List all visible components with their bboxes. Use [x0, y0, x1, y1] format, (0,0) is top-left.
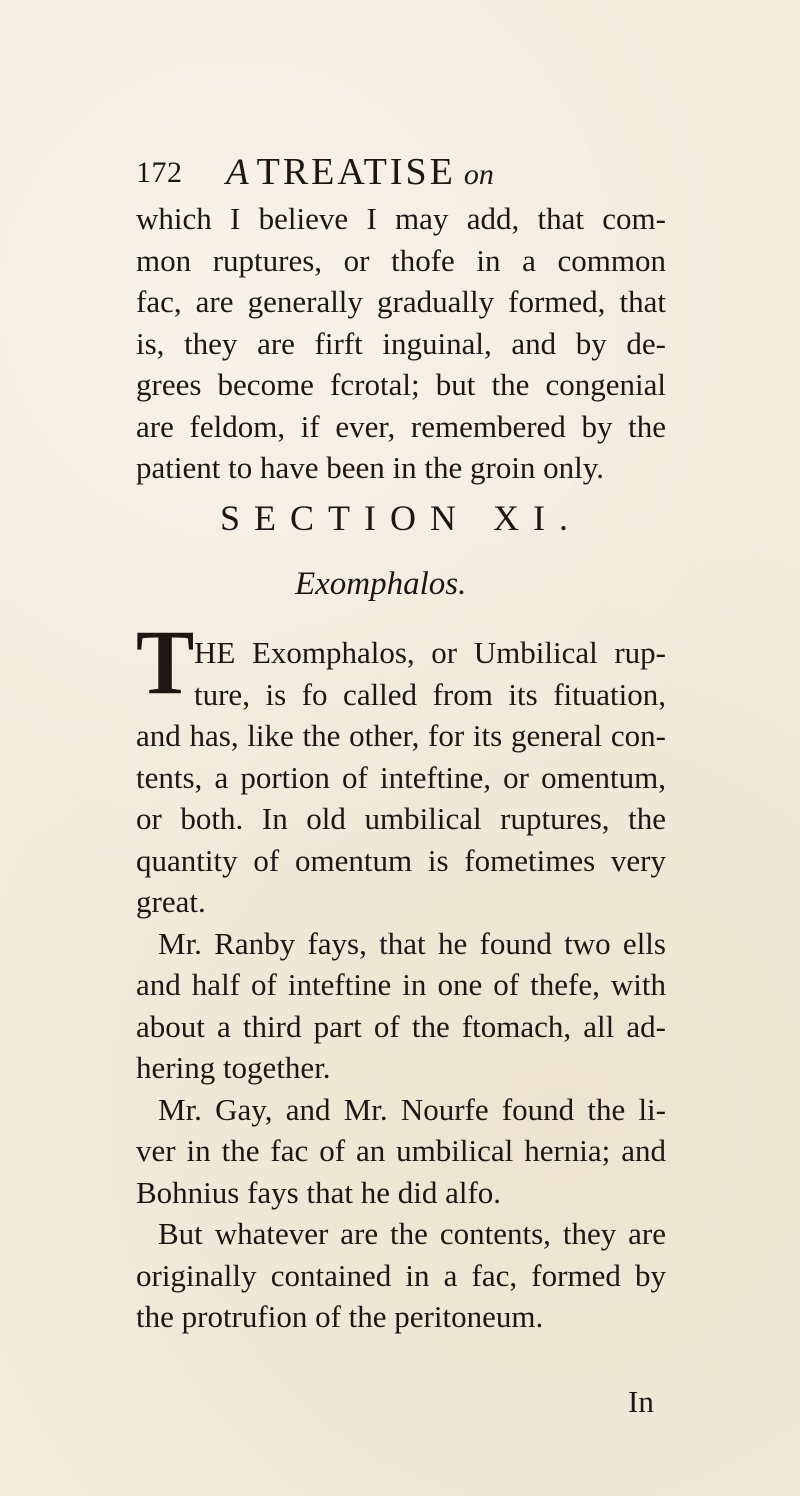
drop-cap: T [136, 611, 195, 713]
text-line: about a third part of the ftomach, all ad- [136, 1008, 666, 1044]
text-line: But whatever are the contents, they are [158, 1216, 666, 1251]
text-line: great. [136, 884, 206, 919]
text-line: originally contained in a fac, formed by [136, 1257, 666, 1293]
running-head-suffix: on [463, 158, 494, 191]
text-line: tents, a portion of inteftine, or omentum, [136, 759, 666, 795]
text-line: are feldom, if ever, remembered by the [136, 408, 666, 444]
text-line: ture, is fo called from its fituation, [194, 676, 666, 712]
text-line: patient to have been in the groin only. [136, 450, 605, 485]
body-paragraphs [136, 632, 666, 1338]
section-heading: SECTION XI. [220, 498, 582, 538]
text-line: and has, like the other, for its general con- [136, 718, 666, 753]
text-line: or both. In old umbilical ruptures, the [136, 801, 666, 836]
page-header [136, 150, 656, 193]
catchword: In [628, 1384, 654, 1419]
text-line: quantity of omentum is fometimes very [136, 842, 666, 878]
text-line: grees become fcrotal; but the congenial [136, 367, 666, 402]
text-line: the protrufion of the peritoneum. [136, 1299, 544, 1334]
text-line: HE Exomphalos, or Umbilical rup- [194, 635, 666, 670]
text-line: Mr. Ranby fays, that he found two ells [158, 925, 666, 961]
running-head-title: TREATISE [256, 151, 456, 193]
text-line: Mr. Gay, and Mr. Nourfe found the li- [158, 1091, 666, 1127]
section-title: Exomphalos. [295, 566, 467, 602]
intro-paragraph [136, 198, 666, 489]
text-line: is, they are firft inguinal, and by de- [136, 325, 666, 361]
text-line: Bohnius fays that he did alfo. [136, 1174, 502, 1210]
page-number: 172 [136, 156, 183, 189]
text-line: and half of inteftine in one of thefe, with [136, 967, 666, 1002]
text-line: which I believe I may add, that com- [136, 201, 666, 236]
text-line: fac, are generally gradually formed, that [136, 284, 666, 319]
text-line: hering together. [136, 1050, 331, 1085]
text-line: ver in the fac of an umbilical hernia; and [136, 1133, 666, 1168]
running-head [226, 150, 494, 194]
running-head-prefix: A [226, 152, 249, 193]
text-line: mon ruptures, or thofe in a common [136, 242, 666, 278]
